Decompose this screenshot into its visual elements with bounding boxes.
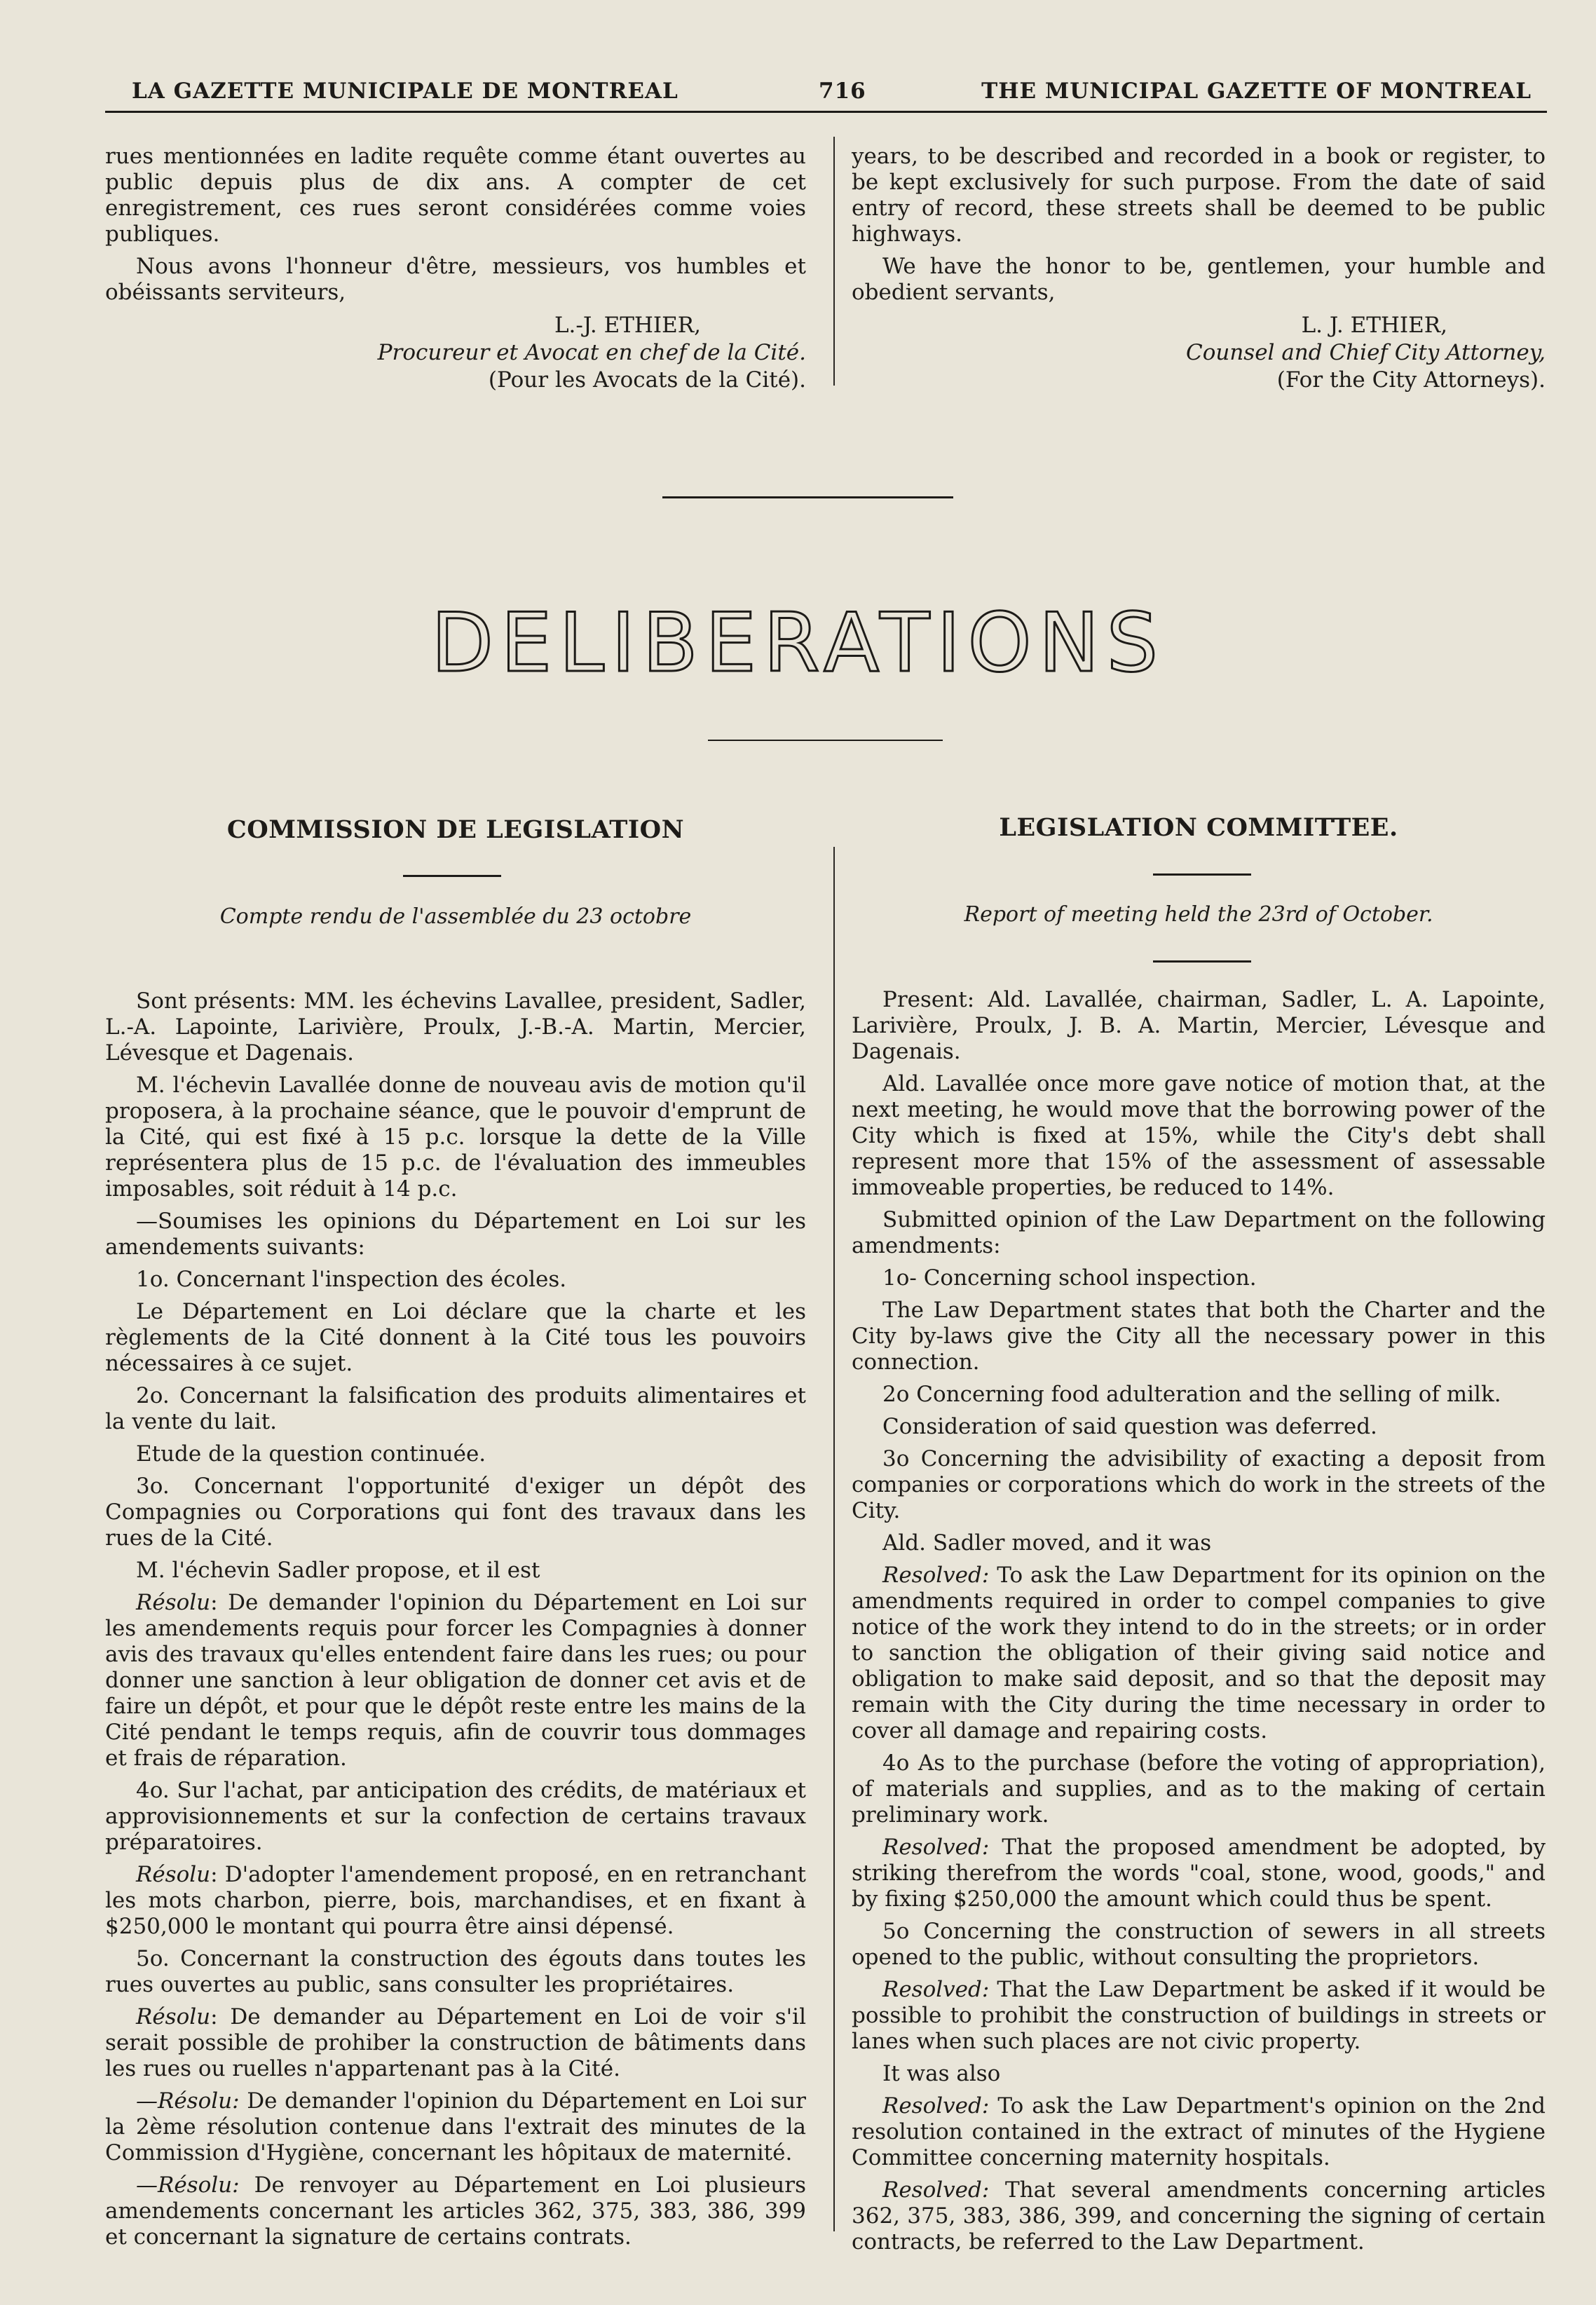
running-head-english: THE MUNICIPAL GAZETTE OF MONTREAL [981,79,1532,104]
resolution-lead: Resolved: [882,2093,990,2119]
english-heading-rule [1153,873,1251,876]
french-paragraph [105,2088,806,2166]
french-heading-rule [403,875,501,877]
paragraph-text: That the Law Department be asked if it would be possible to prohibit the construction of buildings in streets or lanes when such places are not civic property. [852,1977,1546,2054]
section-divider-rule [662,496,953,498]
english-paragraph [852,2093,1546,2171]
french-paragraph [105,2173,806,2250]
title-underline [708,740,943,741]
resolution-lead: Résolu [136,2004,211,2029]
french-subheading: Compte rendu de l'assemblée du 23 octobre [219,904,692,929]
french-paragraph [105,1383,806,1435]
resolution-lead: Résolu [136,1590,211,1615]
paragraph-text: 1o. Concernant l'inspection des écoles. [136,1267,567,1292]
signature-for: (For the City Attorneys). [1276,367,1546,393]
paragraph-text: 3o Concerning the advisibility of exacting a deposit from companies or corporations which do work in the streets of the City. [852,1446,1546,1523]
english-paragraph [852,1298,1546,1375]
running-head-french: LA GAZETTE MUNICIPALE DE MONTREAL [132,79,678,104]
english-paragraph [852,1382,1546,1408]
english-report-body [852,987,1546,2262]
paragraph-text: That several amendments concerning articles 362, 375, 383, 386, 399, and concerning the signing of certain contracts, be referred to the Law Department. [852,2177,1546,2255]
paragraph-text: Le Département en Loi déclare que la charte et les règlements de la Cité donnent à la Cité tous les pouvoirs nécessaires à ce sujet. [105,1299,806,1376]
french-paragraph [105,1778,806,1856]
top-english-para-2: We have the honor to be, gentlemen, your humble and obedient servants, [852,254,1546,305]
paragraph-text: Submitted opinion of the Law Department on the following amendments: [852,1207,1546,1258]
english-paragraph [852,2061,1546,2087]
english-paragraph [852,1071,1546,1201]
french-paragraph [105,988,806,1066]
english-paragraph [852,1563,1546,1744]
top-english-para-1: years, to be described and recorded in a book or register, to be kept exclusively for such purpose. From the date of said entry of record, these streets shall be deemed to be public highways. [852,144,1546,247]
french-paragraph [105,1946,806,1998]
french-report-body [105,988,806,2257]
french-paragraph [105,1558,806,1584]
english-subheading: Report of meeting held the 23rd of October. [964,902,1433,927]
paragraph-text: To ask the Law Department's opinion on the 2nd resolution contained in the extract of minutes of the Hygiene Committee concerning maternity hospitals. [852,2093,1546,2170]
paragraph-text: Etude de la question continuée. [136,1441,486,1467]
paragraph-text: 3o. Concernant l'opportunité d'exiger un dépôt des Compagnies ou Corporations qui font des travaux dans les rues de la Cité. [105,1474,806,1551]
paragraph-text: 5o Concerning the construction of sewers in all streets opened to the public, without consulting the proprietors. [852,1919,1546,1970]
english-paragraph [852,1977,1546,2055]
signature-name: L. J. ETHIER, [1301,313,1447,338]
paragraph-text: Sont présents: MM. les échevins Lavallee, president, Sadler, L.-A. Lapointe, Larivière, Proulx, J.-B.-A. Martin, Mercier, Lévesque et Dagenais. [105,988,806,1066]
top-english-signature [852,312,1546,394]
french-paragraph [105,1441,806,1467]
paragraph-text: 5o. Concernant la construction des égouts dans toutes les rues ouvertes au public, sans consulter les propriétaires. [105,1946,806,1997]
resolution-lead: Resolved: [882,1835,990,1860]
paragraph-text: 2o Concerning food adulteration and the selling of milk. [882,1382,1501,1407]
resolution-lead: Resolved: [882,2177,990,2203]
paragraph-text: Present: Ald. Lavallée, chairman, Sadler, L. A. Lapointe, Larivière, Proulx, J. B. A. Martin, Mercier, Lévesque and Dagenais. [852,987,1546,1064]
resolution-lead: Resolved: [882,1977,990,2002]
paragraph-text: 4o. Sur l'achat, par anticipation des crédits, de matériaux et approvisionnements et sur la confection de certains travaux préparatoires. [105,1778,806,1855]
signature-for: (Pour les Avocats de la Cité). [488,367,806,393]
top-french-para-2: Nous avons l'honneur d'être, messieurs, vos humbles et obéissants serviteurs, [105,254,806,305]
paragraph-text: It was also [882,2061,1001,2086]
resolution-lead: Résolu [136,1862,211,1887]
resolution-lead: Resolved: [882,1563,990,1588]
top-french-signature [105,312,806,394]
signature-title: Procureur et Avocat en chef de la Cité. [377,340,806,365]
top-english-column [852,144,1546,394]
paragraph-text: : De demander l'opinion du Département en Loi sur les amendements requis pour forcer les Compagnies à donner avis des travaux qu'elles entendent faire dans les rues; ou pour donner une sanction à leur obligation de donner cet avis et de faire un dépôt, et pour que le dépôt reste entre les mains de la Cité pendant le temps requis, afin de couvrir tous dommages et frais de réparation. [105,1590,806,1771]
paragraph-text: —Soumises les opinions du Département en Loi sur les amendements suivants: [105,1209,806,1260]
english-paragraph [852,987,1546,1065]
french-paragraph [105,1073,806,1202]
resolution-lead: —Résolu: [136,2173,240,2198]
french-paragraph [105,1299,806,1377]
deliberations-title: DELIBERATIONS [430,596,1166,691]
french-paragraph [105,1267,806,1293]
french-paragraph [105,1209,806,1260]
top-french-para-1: rues mentionnées en ladite requête comme étant ouvertes au public depuis plus de dix ans. A compter de cet enregistrement, ces rues seront considérées comme voies publiques. [105,144,806,247]
paragraph-text: M. l'échevin Sadler propose, et il est [136,1558,540,1583]
top-column-divider [833,137,835,386]
english-paragraph [852,1835,1546,1912]
header-rule [105,111,1547,113]
french-section-heading: COMMISSION DE LEGISLATION [226,815,685,844]
main-column-divider [833,847,835,2231]
paragraph-text: M. l'échevin Lavallée donne de nouveau avis de motion qu'il proposera, à la prochaine séance, que le pouvoir d'emprunt de la Cité, qui est fixé à 15 p.c. lorsque la dette de la Ville représentera plus de 15 p.c. de l'évaluation des immeubles imposables, soit réduit à 14 p.c. [105,1073,806,1202]
paragraph-text: Ald. Sadler moved, and it was [882,1530,1212,1556]
page-number: 716 [819,79,866,104]
french-paragraph [105,1862,806,1940]
english-paragraph [852,2177,1546,2255]
paragraph-text: 2o. Concernant la falsification des produits alimentaires et la vente du lait. [105,1383,806,1434]
french-paragraph [105,1590,806,1772]
paragraph-text: Ald. Lavallée once more gave notice of motion that, at the next meeting, he would move that the borrowing power of the City which is fixed at 15%, while the City's debt shall represent more that 15% of the assessment of assessable immoveable properties, be reduced to 14%. [852,1071,1546,1200]
paragraph-text: The Law Department states that both the Charter and the City by-laws give the City all the necessary power in this connection. [852,1298,1546,1375]
top-french-column [105,144,806,394]
english-paragraph [852,1750,1546,1828]
english-section-heading: LEGISLATION COMMITTEE. [999,813,1398,842]
signature-name: L.-J. ETHIER, [554,313,701,338]
english-subheading-rule [1153,960,1251,963]
english-paragraph [852,1207,1546,1259]
paragraph-text: : D'adopter l'amendement proposé, en en retranchant les mots charbon, pierre, bois, marchandises, et en fixant à $250,000 le montant qui pourra être ainsi dépensé. [105,1862,806,1939]
paragraph-text: That the proposed amendment be adopted, by striking therefrom the words "coal, stone, wood, goods," and by fixing $250,000 the amount which could thus be spent. [852,1835,1546,1912]
signature-title: Counsel and Chief City Attorney, [1185,340,1546,365]
english-paragraph [852,1919,1546,1971]
english-paragraph [852,1414,1546,1440]
paragraph-text: 4o As to the purchase (before the voting of appropriation), of materials and supplies, and as to the making of certain preliminary work. [852,1750,1546,1828]
resolution-lead: —Résolu: [136,2088,240,2114]
paragraph-text: Consideration of said question was deferred. [882,1414,1377,1439]
english-paragraph [852,1446,1546,1524]
english-paragraph [852,1530,1546,1556]
english-paragraph [852,1265,1546,1291]
paragraph-text: To ask the Law Department for its opinion on the amendments required in order to compel companies to give notice of the work they intend to do in the streets; or in order to sanction the obligation of their giving said notice and obligation to make said deposit, and so that the deposit may remain with the City during the time necessary in order to cover all damage and repairing costs. [852,1563,1546,1743]
paragraph-text: De renvoyer au Département en Loi plusieurs amendements concernant les articles 362, 375, 383, 386, 399 et concernant la signature de certains contrats. [105,2173,806,2250]
paragraph-text: : De demander au Département en Loi de voir s'il serait possible de prohiber la construction de bâtiments dans les rues ou ruelles n'appartenant pas à la Cité. [105,2004,806,2081]
french-paragraph [105,1474,806,1551]
paragraph-text: 1o- Concerning school inspection. [882,1265,1257,1291]
french-paragraph [105,2004,806,2082]
paragraph-text: De demander l'opinion du Département en Loi sur la 2ème résolution contenue dans l'extrait des minutes de la Commission d'Hygiène, concernant les hôpitaux de maternité. [105,2088,806,2165]
